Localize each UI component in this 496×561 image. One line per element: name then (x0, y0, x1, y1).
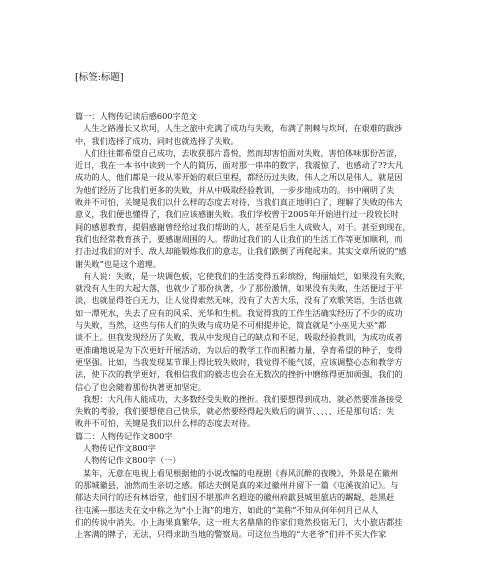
text-line: 我们也经常教育孩子，要感谢周围的人。帮助过我们的人让我们的生活工作等更加顺利，而 (75, 233, 403, 244)
text-line: 人生之路漫长又坎坷，人生之旅中充满了成功与失败，布满了荆棘与坎坷，在艰难的跋涉 (83, 123, 403, 134)
text-line: 谢失败”也是这个道理。 (75, 258, 162, 269)
text-line: 败并不可怕，关键是我们以什么样的态度去对待。 (75, 418, 256, 429)
title-tag-placeholder: [标签:标题] (75, 72, 124, 83)
text-line: 某年，无意在电视上看见根据他的小说改编的电视剧《春风沉醉的夜晚》，外景是在徽州 (83, 467, 399, 478)
text-line: 间的感恩教育，提倡感谢曾经给过我们帮助的人，甚至是后生人成败人，对于。甚至到现在， (75, 221, 411, 232)
text-line: 败并不可怕，关键是我们以什么样的态度去对待，当我们真正地明白了，理解了失败的伟大 (75, 197, 403, 208)
text-line: 的那城徽县，油然而生亲切之感。郁达夫倒是真的来过徽州并留下一篇《屯溪夜泊记》。与 (75, 479, 399, 490)
text-line: 成功的人，他们都是一段从零开始的艰巨里程，都经历过失败，伟人之所以是伟人，就是因 (75, 172, 403, 183)
text-line: 郁达夫同行的还有林语堂，他们因不堪那声名遐迩的徽州府歙县城里旅店的龌龊，趁黑赶 (75, 492, 395, 503)
text-line: 中，我们选择了成功，同时也就选择了失败。 (75, 135, 239, 146)
text-line: 人物传记作文800字 (83, 443, 156, 454)
text-line: 上客满的牌子，无法，只得求助当地的警察局。可这位当地的“大老爷”们并不买大作家 (75, 529, 387, 540)
text-line: 法，使下次的教学更好，我相信我们的毅志也会在无数次的挫折中磨练得更加顽强，我们的 (75, 369, 403, 380)
text-line: 失败的考验，我们要想使自己快乐，就必然要经得起失败后的调节、、、、、还是那句话：失 (75, 406, 395, 417)
text-line: 往屯溪—那达夫在文中称之为“小上海”的地方，如此的“美称”不知从何年何月已从人 (75, 504, 379, 515)
text-line: 如一潭死水，失去了应有的风采、光华和生机。我觉得我的工作生活确实经历了不少的成功 (75, 307, 403, 318)
text-line: 淡，也就显得苍白无力，让人觉得索然无味，没有了大苦大乐，没有了欢歌笑语，生活也就 (75, 295, 403, 306)
text-line: 篇一：人物传记读后感600字范文 (75, 111, 198, 121)
text-line: 们的传说中消失。小上海果真繁华，这一班大名鼎鼎的作家们竟然投宿无门，大小旅店都挂 (75, 516, 403, 527)
text-line: 打击过我们的对手、敌人却能锻炼我们的意志，让我们跌倒了再爬起来。其实文章所说的“感 (75, 246, 407, 257)
text-line: 人物传记作文800字（一） (83, 455, 181, 466)
text-line: 近日，我在一本书中读到一个人的简历，面对那一串串的数字，我震惊了，也感动了??大凡 (75, 160, 404, 171)
text-line: 更坚强。比如，当我发现某节课上得比较失败时，我觉得不能气馁，应该调整心态和教学方 (75, 356, 403, 367)
text-line: 信心了也会随着那份执著更加坚定。 (75, 381, 207, 392)
text-line: 更准确地说是为下次更好开展活动，为以后的教学工作而积蓄力量，孕育希望的种子，变得 (75, 344, 403, 355)
text-line: 有人说：失败，是一块调色板，它使我们的生活变得五彩缤纷，绚丽灿烂，如果没有失败， (83, 270, 411, 281)
text-line: 为他们经历了比我们更多的失败，并从中吸取经验教训，一步步地成功的。书中阐明了失 (75, 184, 395, 195)
text-line: 谈不上。但我发现经历了失败，我从中发现自己的缺点和不足，吸取经验教训，为成功成者 (75, 332, 403, 343)
document-body (75, 110, 427, 540)
text-line: 就没有人生的大起大落，也就少了那份执著，少了那份激情，如果没有失败，生活便过于平 (75, 283, 403, 294)
text-line: 与失败，当然，这些与伟人们的失败与成功是不可相提并论，简直就是“小巫见大巫”都 (75, 320, 387, 331)
text-line: 我想：大凡伟人能成功，大多数经受失败的挫折。我们要想得到成功，就必然要准备接受 (83, 393, 403, 404)
text-line: 意义，我们便也懂得了，我们应该感谢失败。我们学校曾于2005年开始进行过一段较长时 (75, 209, 399, 220)
text-line: 人们往往都希望自己成功，去收获那片喜悦，然而却害怕面对失败，害怕体味那份苦涩， (83, 147, 403, 158)
text-line: 篇二：人物传记作文800字 (75, 430, 173, 441)
